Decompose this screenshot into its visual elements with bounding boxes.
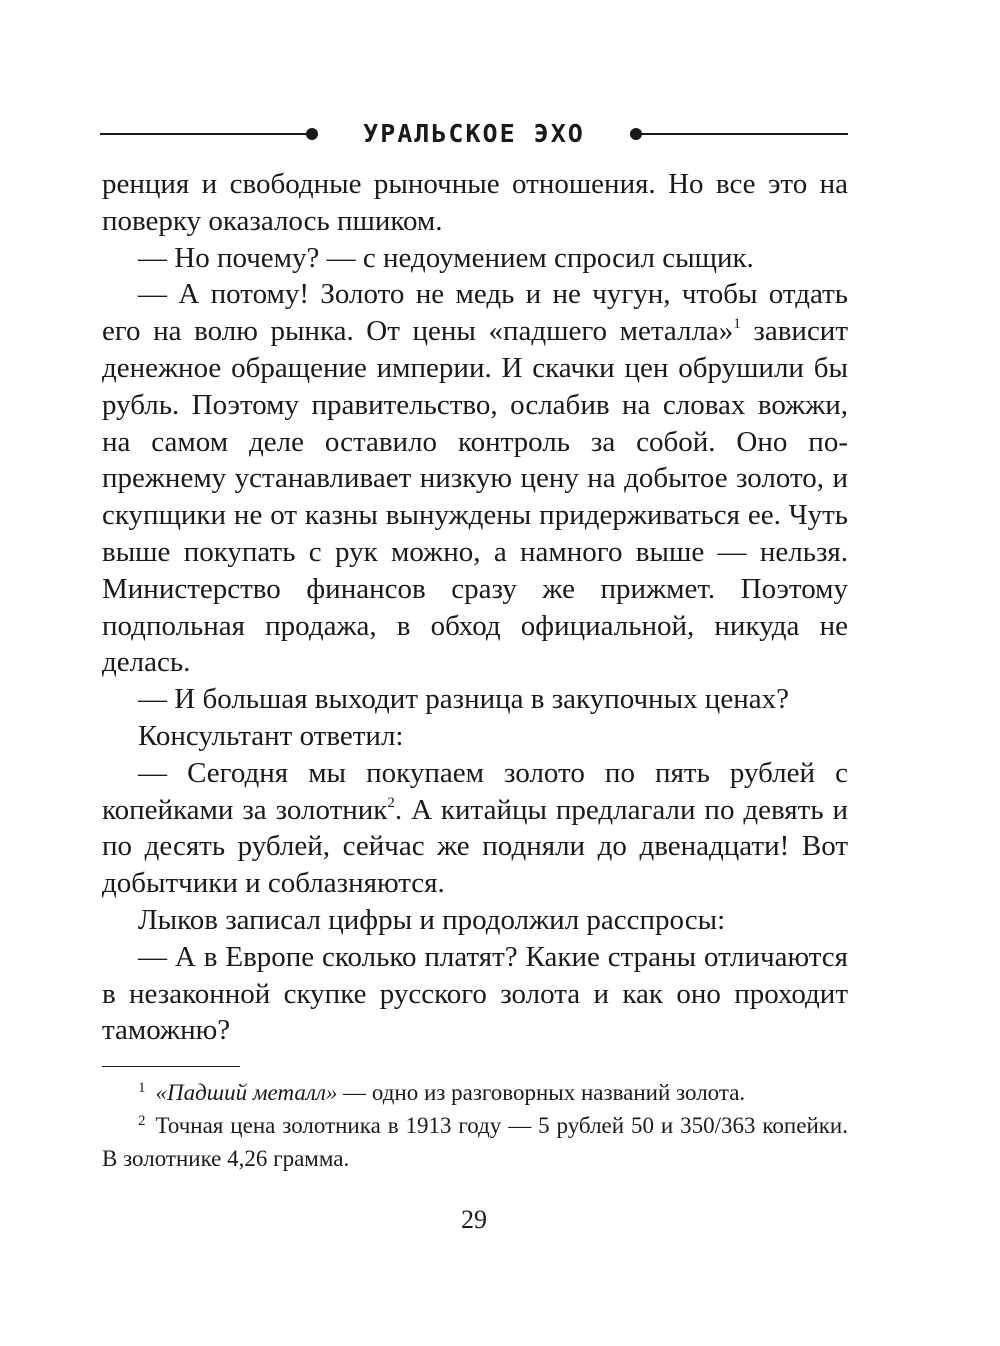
footnotes <box>102 1076 848 1175</box>
running-head <box>100 116 848 152</box>
footnote-2 <box>102 1109 848 1175</box>
paragraph <box>102 240 848 277</box>
footnote-number: 2 <box>138 1113 146 1129</box>
paragraph-text: . А китайцы предлагали по девять и по десять рублей, сейчас же подняли до двенадцати! Вот добытчики и соблазняются. <box>102 793 848 900</box>
footnote-1 <box>102 1076 848 1109</box>
paragraph <box>102 276 848 681</box>
paragraph-text: Консультант ответил: <box>138 719 404 752</box>
footnote-text: Точная цена золотника в 1913 году — 5 рублей 50 и 350/363 копейки. В золотнике 4,26 грамма. <box>102 1113 848 1171</box>
paragraph-text: — А в Европе сколько платят? Какие страны отличаются в незаконной скупке русского золота и как оно проходит таможню? <box>102 940 848 1047</box>
paragraph <box>102 166 848 240</box>
paragraph-text: — Но почему? — с недоумением спросил сыщик. <box>138 241 754 274</box>
paragraph-text: — Сегодня мы покупаем золото по пять рублей с копейками за золотник <box>102 756 848 826</box>
paragraph-text: зависит денежное обращение империи. И скачки цен обрушили бы рубль. Поэтому правительство, ослабив на словах вожжи, на самом деле оставило контроль за собой. Оно по-прежнему устанавливает низкую цену на добытое золото, и скупщики не от казны вынуждены придерживаться ее. Чуть выше покупать с рук можно, а намного выше — нельзя. Министерство финансов сразу же прижмет. Поэтому подпольная продажа, в обход официальной, никуда не делась. <box>102 315 849 679</box>
page-number: 29 <box>461 1205 487 1234</box>
paragraph <box>102 681 848 718</box>
footnote-text: — одно из разговорных названий золота. <box>337 1080 746 1105</box>
paragraph <box>102 939 848 1049</box>
paragraph <box>102 755 848 902</box>
running-head-title: УРАЛЬСКОЕ ЭХО <box>363 119 585 148</box>
paragraph <box>102 902 848 939</box>
header-bullet-left <box>306 128 318 140</box>
footnote-ref-1: 1 <box>733 316 741 333</box>
paragraph-text: Лыков записал цифры и продолжил расспросы: <box>138 903 726 936</box>
footnote-ref-2: 2 <box>387 794 395 811</box>
header-rule-right <box>636 133 848 135</box>
paragraph-text: ренция и свободные рыночные отношения. Но все это на поверку оказалось пшиком. <box>102 168 848 237</box>
footnote-term: «Падший металл» <box>155 1080 338 1105</box>
footnote-number: 1 <box>138 1080 146 1096</box>
header-rule-left <box>100 133 312 135</box>
paragraph-text: — И большая выходит разница в закупочных ценах? <box>138 683 789 716</box>
body-text <box>102 166 848 1049</box>
footnote-separator <box>102 1066 240 1067</box>
paragraph <box>102 718 848 755</box>
paragraph-text: — А потому! Золото не медь и не чугун, чтобы отдать его на волю рынка. От цены «падшего металла» <box>102 278 848 348</box>
